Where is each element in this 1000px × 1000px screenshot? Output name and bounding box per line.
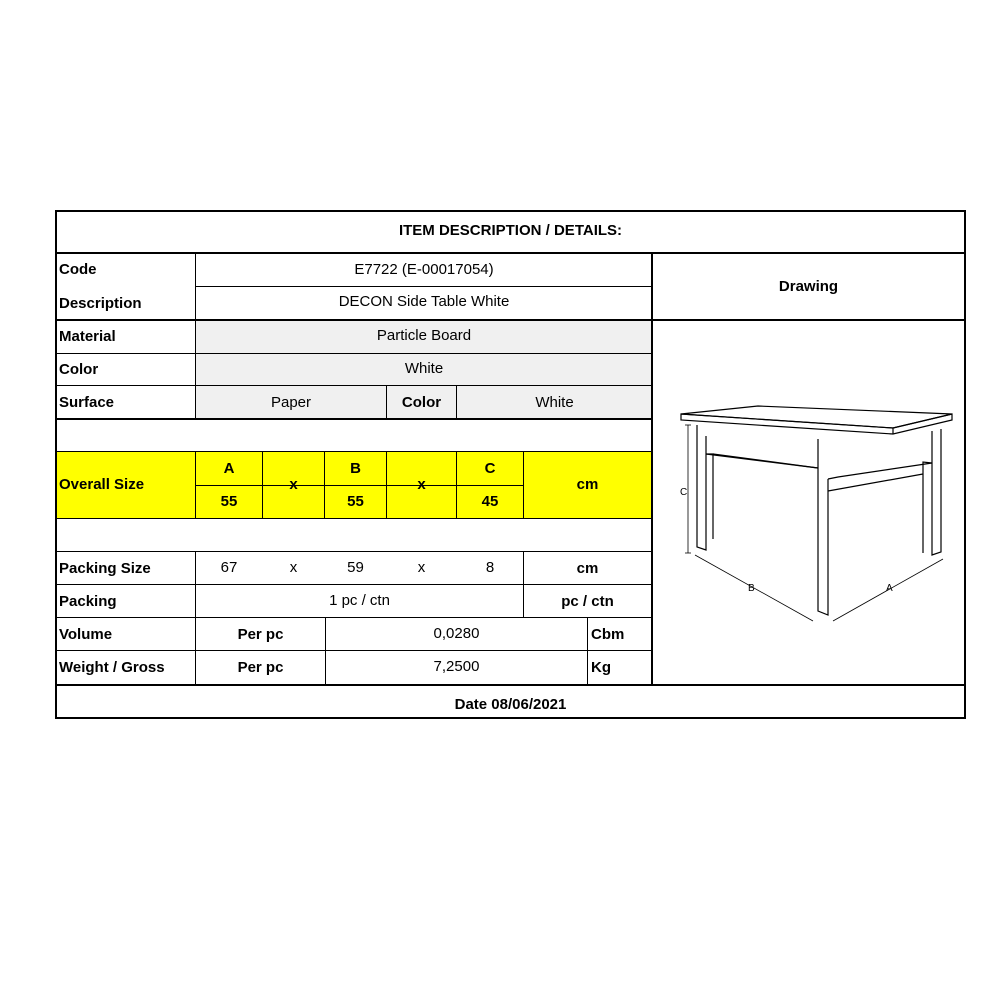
weight-label: Weight / Gross (59, 659, 165, 676)
surface-color-value: White (535, 394, 574, 411)
weight-unit: Kg (591, 659, 611, 676)
page-title: ITEM DESCRIPTION / DETAILS: (398, 222, 623, 239)
dim-c-drawing-label: C (680, 487, 688, 498)
packing-unit: pc / ctn (561, 593, 614, 610)
rule (55, 684, 966, 686)
dim-b-value: 55 (347, 493, 364, 510)
weight-per: Per pc (237, 659, 284, 676)
volume-per: Per pc (237, 626, 284, 643)
color-value: White (404, 360, 444, 377)
material-value: Particle Board (376, 327, 472, 344)
packing-value: 1 pc / ctn (329, 592, 390, 609)
dim-b-label: B (350, 460, 361, 477)
item-details-sheet (55, 210, 966, 719)
dim-c-label: C (484, 460, 496, 477)
volume-value: 0,0280 (433, 625, 480, 642)
packing-size-unit: cm (576, 560, 599, 577)
date-footer: Date 08/06/2021 (454, 696, 567, 713)
description-value: DECON Side Table White (338, 293, 510, 310)
surface-color-label: Color (401, 394, 442, 411)
color-label: Color (59, 361, 99, 378)
rule (55, 418, 652, 420)
rule (196, 485, 524, 486)
dim-a-label: A (223, 460, 235, 477)
dim-b-drawing-label: B (748, 583, 755, 594)
dim-a-drawing-label: A (886, 583, 893, 594)
material-label: Material (59, 328, 116, 345)
rule (55, 650, 652, 651)
rule (55, 451, 652, 452)
rule (55, 551, 652, 552)
packing-size-a: 67 (220, 559, 238, 576)
description-label: Description (59, 295, 142, 312)
rule (587, 617, 588, 685)
rule (55, 353, 652, 354)
code-value: E7722 (E-00017054) (354, 261, 494, 278)
times-sign: x (417, 559, 426, 576)
rule (55, 252, 966, 254)
times-sign: x (289, 559, 298, 576)
rule (55, 518, 652, 519)
packing-size-label: Packing Size (59, 560, 151, 577)
table-outline (681, 406, 952, 615)
overall-size-label: Overall Size (59, 476, 145, 493)
rule (55, 385, 652, 386)
times-sign: x (289, 476, 298, 493)
dim-c-value: 45 (481, 493, 499, 510)
surface-value: Paper (270, 394, 312, 411)
rule (55, 584, 652, 585)
times-sign: x (417, 476, 426, 493)
rule (196, 286, 652, 287)
table-drawing (653, 321, 964, 684)
packing-size-b: 59 (347, 559, 364, 576)
packing-label: Packing (59, 593, 117, 610)
rule (55, 617, 652, 618)
packing-size-c: 8 (485, 559, 495, 576)
volume-unit: Cbm (591, 626, 625, 643)
overall-size-unit: cm (576, 476, 599, 493)
drawing-title: Drawing (778, 278, 839, 295)
weight-value: 7,2500 (433, 658, 480, 675)
dim-a-value: 55 (220, 493, 238, 510)
dimension-lines (685, 425, 943, 621)
volume-label: Volume (59, 626, 113, 643)
surface-label: Surface (59, 394, 115, 411)
code-label: Code (59, 261, 97, 278)
